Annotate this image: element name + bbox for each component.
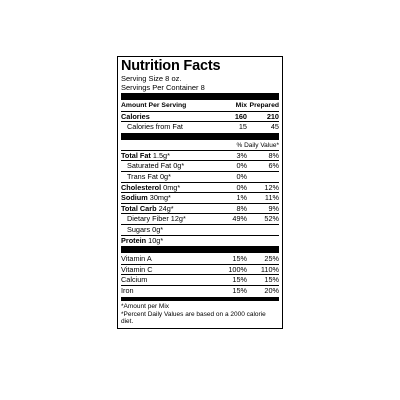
nutrient-row bbox=[121, 192, 279, 203]
nutrient-amount: 10g* bbox=[148, 235, 164, 245]
nutrient-name bbox=[121, 151, 219, 161]
nutrient-amount: 0g* bbox=[159, 171, 171, 181]
vitamin-name: Vitamin A bbox=[121, 254, 152, 264]
nutrient-name bbox=[121, 183, 219, 193]
amount-header-label: Amount Per Serving bbox=[121, 102, 187, 109]
nutrient-name bbox=[121, 193, 219, 203]
vitamin-row bbox=[121, 254, 279, 264]
vitamin-name: Vitamin C bbox=[121, 264, 153, 274]
nutrient-row bbox=[121, 235, 279, 246]
nutrient-amount: 1.5g* bbox=[152, 150, 170, 160]
footnote-amount: *Amount per Mix bbox=[121, 302, 170, 310]
calories-mix: 160 bbox=[234, 111, 247, 121]
calories-row bbox=[121, 111, 279, 122]
calories-from-fat-row bbox=[121, 121, 279, 132]
calories-from-fat-label: Calories from Fat bbox=[127, 122, 183, 132]
calories-label: Calories bbox=[121, 111, 150, 121]
divider-thick bbox=[121, 133, 279, 140]
nutrient-name bbox=[121, 204, 219, 214]
footnote-daily-values: *Percent Daily Values are based on a 2000 calorie diet. bbox=[121, 310, 266, 325]
vitamin-prepared-dv: 110% bbox=[260, 264, 279, 274]
nutrient-prepared-dv: 9% bbox=[268, 203, 279, 213]
nutrition-facts-label bbox=[117, 56, 283, 329]
divider-thick bbox=[121, 246, 279, 253]
vitamin-row bbox=[121, 264, 279, 275]
nutrient-label: Protein bbox=[121, 235, 147, 245]
vitamin-name: Iron bbox=[121, 285, 134, 295]
label-title: Nutrition Facts bbox=[121, 58, 221, 74]
nutrient-prepared-dv: 12% bbox=[264, 182, 279, 192]
nutrient-amount: 24g* bbox=[158, 203, 174, 213]
nutrient-amount: 0g* bbox=[173, 161, 185, 171]
nutrient-label: Total Carb bbox=[121, 203, 157, 213]
nutrient-name bbox=[121, 236, 219, 246]
nutrient-label: Total Fat bbox=[121, 150, 151, 160]
divider-thick bbox=[121, 93, 279, 100]
nutrient-label: Saturated Fat bbox=[127, 161, 172, 171]
nutrient-name bbox=[121, 225, 219, 235]
nutrient-mix-dv: 49% bbox=[232, 214, 247, 224]
nutrient-amount: 12g* bbox=[170, 214, 186, 224]
nutrient-prepared-dv: 52% bbox=[264, 214, 279, 224]
vitamin-row bbox=[121, 274, 279, 285]
calories-from-fat-mix: 15 bbox=[238, 122, 247, 132]
nutrient-mix-dv: 0% bbox=[236, 161, 247, 171]
nutrient-mix-dv: 0% bbox=[236, 182, 247, 192]
vitamin-name: Calcium bbox=[121, 275, 148, 285]
nutrient-amount: 30mg* bbox=[149, 193, 171, 203]
serving-size: Serving Size 8 oz. bbox=[121, 74, 182, 83]
nutrient-label: Cholesterol bbox=[121, 182, 162, 192]
nutrient-mix-dv: 1% bbox=[236, 193, 247, 203]
nutrient-prepared-dv: 6% bbox=[268, 161, 279, 171]
divider-medium bbox=[121, 297, 279, 301]
calories-prepared: 210 bbox=[266, 111, 279, 121]
nutrient-mix-dv: 3% bbox=[236, 150, 247, 160]
nutrient-row bbox=[121, 224, 279, 235]
nutrient-amount: 0g* bbox=[152, 224, 164, 234]
servings-per-container: Servings Per Container 8 bbox=[121, 83, 205, 92]
nutrient-row bbox=[121, 150, 279, 161]
nutrient-row bbox=[121, 213, 279, 224]
vitamin-mix-dv: 15% bbox=[232, 285, 247, 295]
vitamin-row bbox=[121, 285, 279, 296]
vitamin-mix-dv: 100% bbox=[228, 264, 247, 274]
nutrient-name bbox=[121, 161, 219, 171]
calories-from-fat-prepared: 45 bbox=[270, 122, 279, 132]
vitamin-mix-dv: 15% bbox=[232, 254, 247, 264]
nutrient-mix-dv: 8% bbox=[236, 203, 247, 213]
mix-header: Mix bbox=[235, 102, 247, 109]
vitamin-mix-dv: 15% bbox=[232, 275, 247, 285]
daily-value-header: % Daily Value* bbox=[236, 141, 279, 149]
amount-header-row bbox=[121, 101, 279, 111]
nutrient-row bbox=[121, 171, 279, 182]
nutrient-label: Trans Fat bbox=[127, 171, 158, 181]
vitamin-prepared-dv: 20% bbox=[264, 285, 279, 295]
prepared-header: Prepared bbox=[249, 102, 279, 109]
nutrient-name bbox=[121, 172, 219, 182]
nutrient-row bbox=[121, 203, 279, 214]
nutrient-prepared-dv: 11% bbox=[264, 193, 279, 203]
nutrient-name bbox=[121, 214, 219, 224]
vitamin-prepared-dv: 25% bbox=[264, 254, 279, 264]
nutrient-prepared-dv: 8% bbox=[268, 150, 279, 160]
nutrient-row bbox=[121, 160, 279, 171]
nutrient-label: Sodium bbox=[121, 193, 148, 203]
nutrient-label: Dietary Fiber bbox=[127, 214, 169, 224]
nutrient-mix-dv: 0% bbox=[236, 171, 247, 181]
nutrient-row bbox=[121, 182, 279, 193]
nutrient-label: Sugars bbox=[127, 224, 151, 234]
vitamin-prepared-dv: 15% bbox=[264, 275, 279, 285]
nutrient-amount: 0mg* bbox=[163, 182, 181, 192]
